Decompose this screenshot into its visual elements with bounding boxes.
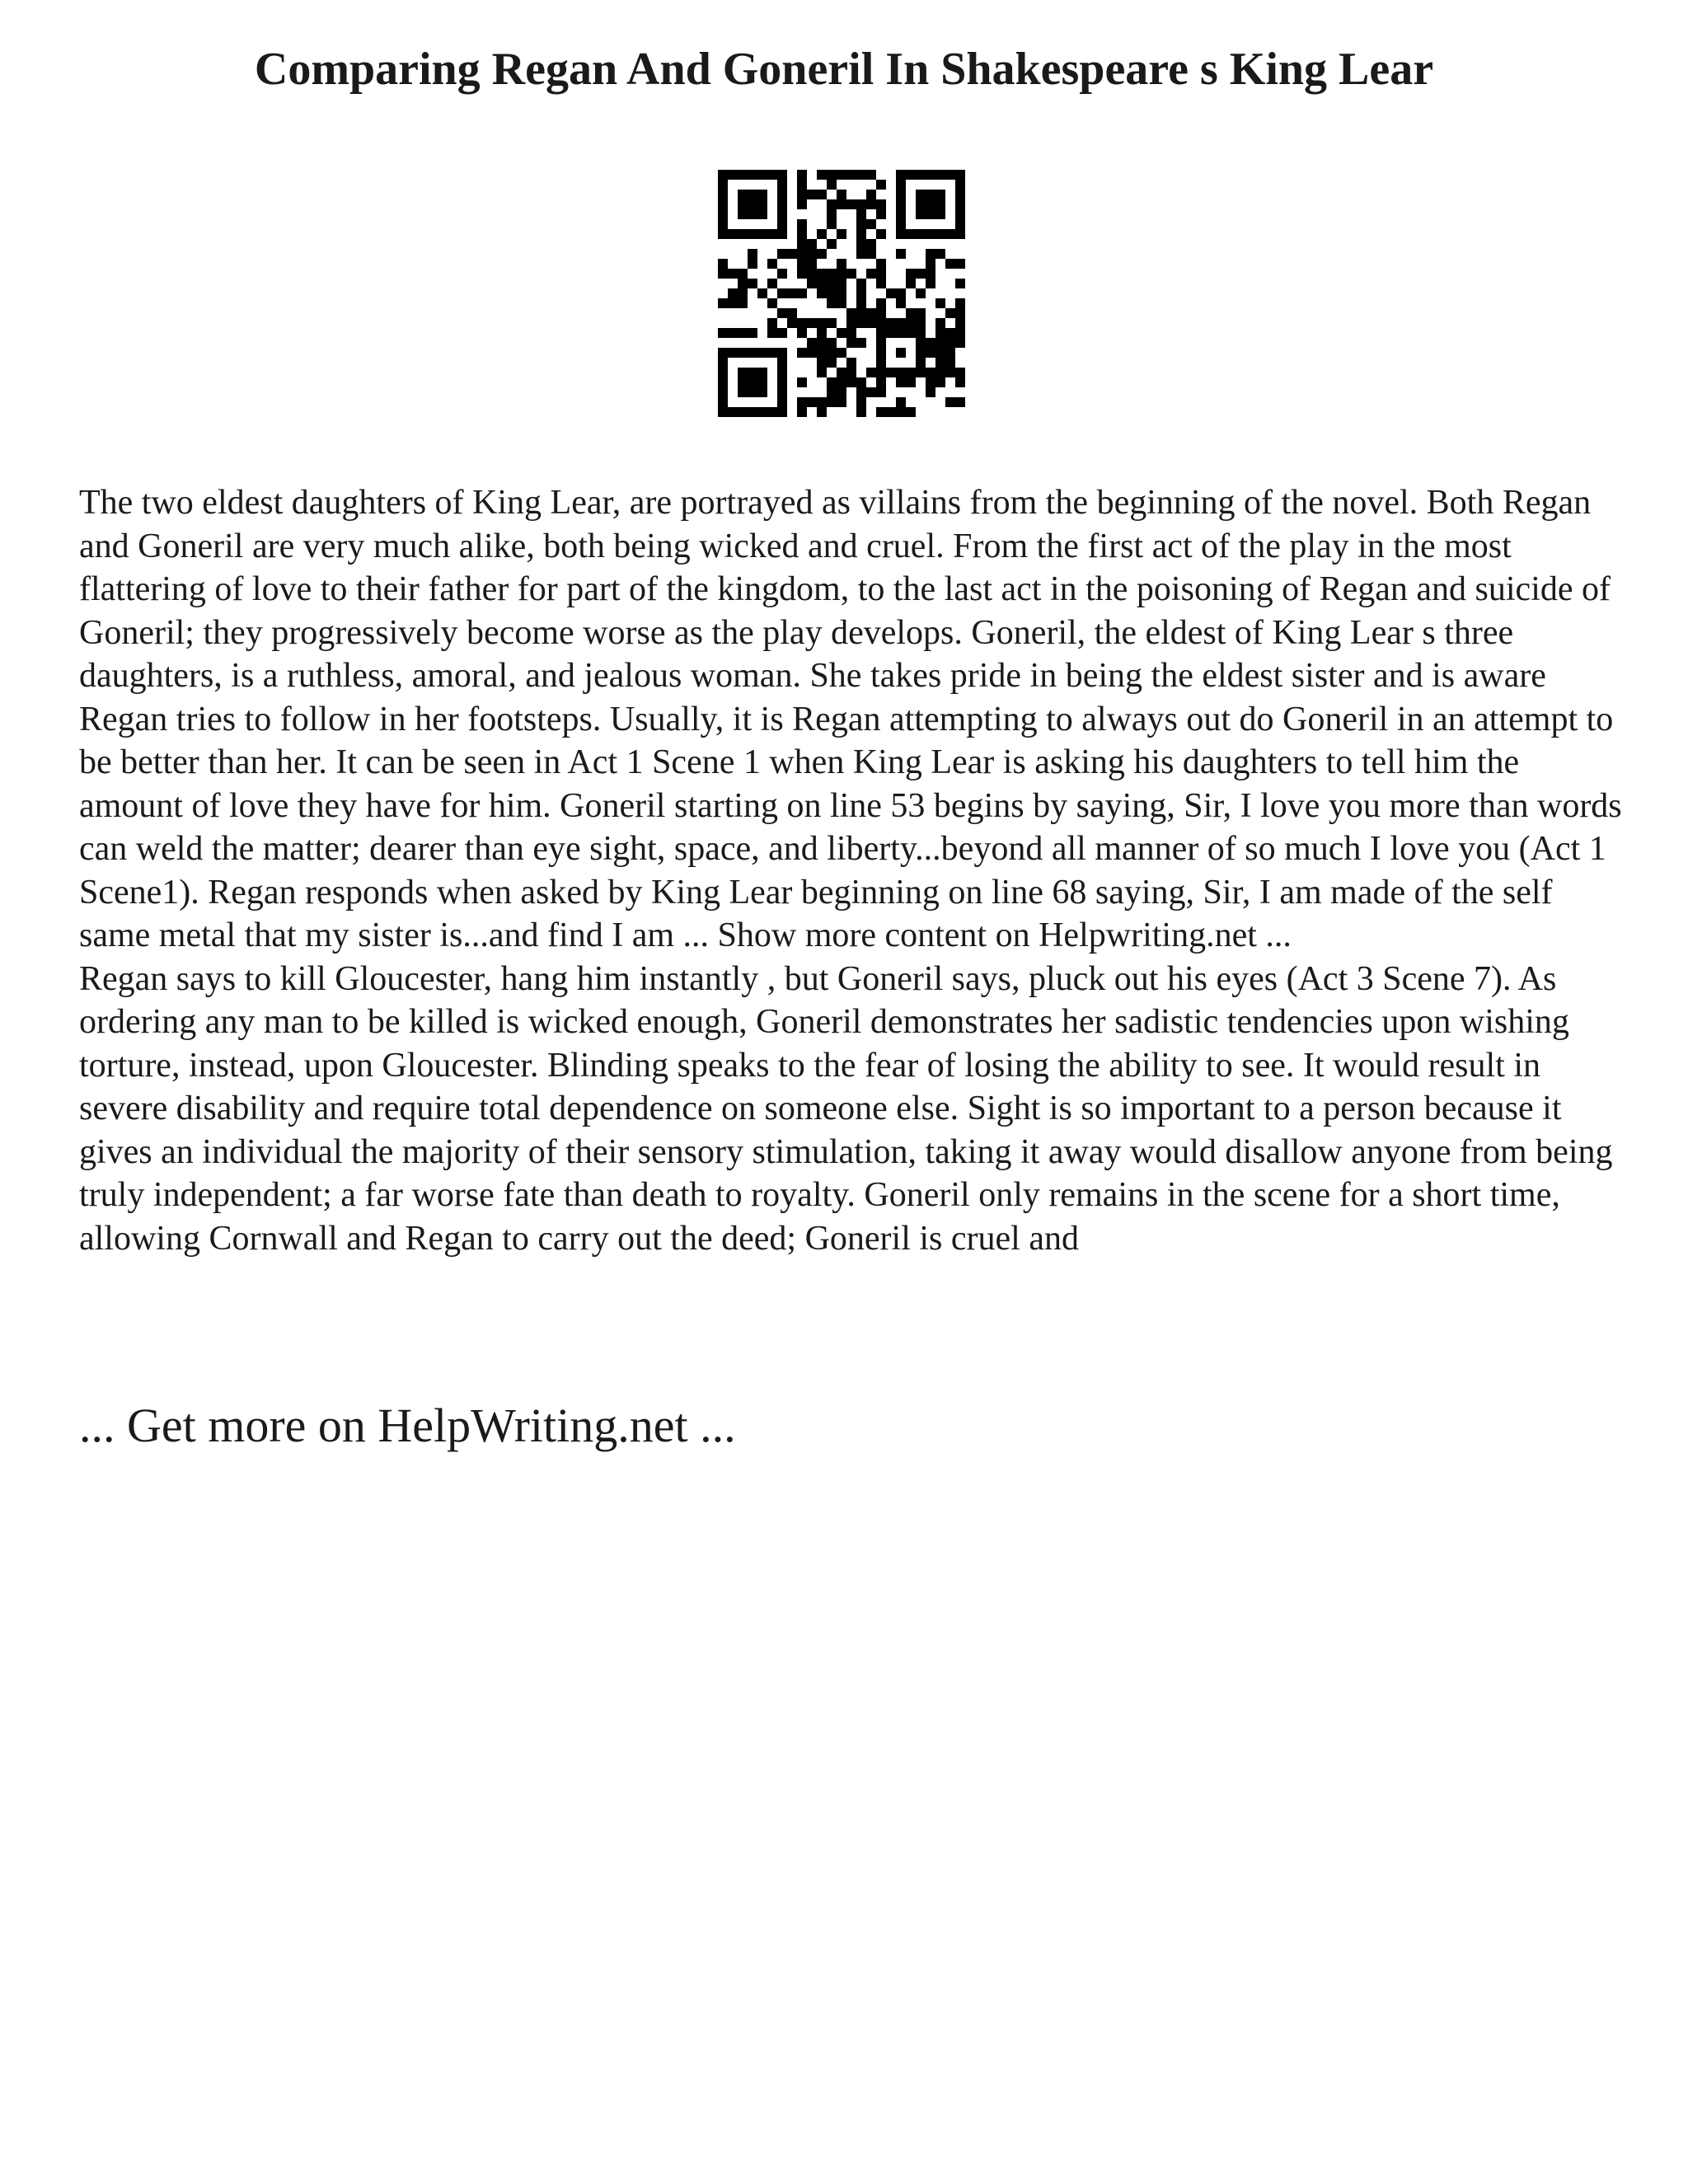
document-title: Comparing Regan And Goneril In Shakespeare s King Lear — [254, 44, 1434, 95]
paragraph: Regan says to kill Gloucester, hang him instantly , but Goneril says, pluck out his eyes (Act 3 Scene 7). As ordering any man to be killed is wicked enough, Goneril demonstrates her sadistic tendencies upon wishing torture, instead, upon Gloucester. Blinding speaks to the fear of losing the ability to see. It would result in severe disability and require total dependence on someone else. Sight is so important to a person because it gives an individual the majority of their sensory stimulation, taking it away would disallow anyone from being truly independent; a far worse fate than death to royalty. Goneril only remains in the scene for a short time, allowing Cornwall and Regan to carry out the deed; Goneril is cruel and — [79, 959, 1613, 1258]
paragraph: The two eldest daughters of King Lear, are portrayed as villains from the beginning of the novel. Both Regan and Goneril are very much alike, both being wicked and cruel. From the first act of the play in the most flattering of love to their father for part of the kingdom, to the last act in the poisoning of Regan and suicide of Goneril; they progressively become worse as the play develops. Goneril, the eldest of King Lear s three daughters, is a ruthless, amoral, and jealous woman. She takes pride in being the eldest sister and is aware Regan tries to follow in her footsteps. Usually, it is Regan attempting to always out do Goneril in an attempt to be better than her. It can be seen in Act 1 Scene 1 when King Lear is asking his daughters to tell him the amount of love they have for him. Goneril starting on line 53 begins by saying, Sir, I love you more than words can weld the matter; dearer than eye sight, space, and liberty...beyond all manner of so much I love you (Act 1 Scene1). Regan responds when asked by King Lear beginning on line 68 saying, Sir, I am made of the self same metal that my sister is...and find I am ... Show more content on Helpwriting.net ... — [79, 484, 1622, 954]
get-more-link[interactable]: ... Get more on HelpWriting.net ... — [79, 1399, 736, 1452]
qr-code-icon — [718, 170, 965, 417]
article-body — [79, 481, 1629, 1260]
